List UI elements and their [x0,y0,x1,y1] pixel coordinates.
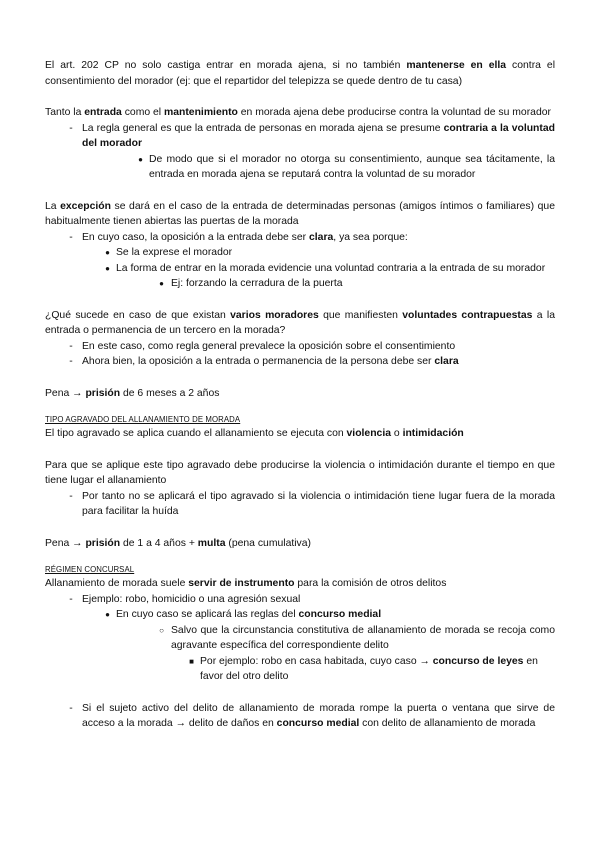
paragraph-tipo-agravado: El tipo agravado se aplica cuando el allanamiento se ejecuta con violencia o intimidación [45,428,464,439]
list-item-text: En cuyo caso se aplicará las reglas del concurso medial [116,609,382,620]
dash-marker: - [69,593,73,605]
section-heading-regimen-concursal: RÉGIMEN CONCURSAL [45,565,135,574]
dash-marker: - [69,356,73,367]
bullet-icon: ● [159,279,164,288]
list-item-text: Por ejemplo: robo en casa habitada, cuyo caso → concurso de leyes en favor del otro delito [200,655,538,682]
bullet-icon: ● [138,154,143,164]
dash-marker: - [69,490,73,502]
list-item [45,623,555,654]
pena-agravada: Pena → prisión de 1 a 4 años + multa (pena cumulativa) [45,537,311,549]
list-item [45,607,555,623]
paragraph-entrada-mantenimiento: Tanto la entrada como el mantenimiento en morada ajena debe producirse contra la voluntad de su morador [45,107,551,118]
list-item [45,276,555,292]
circle-bullet-icon: ○ [159,625,164,635]
square-bullet-icon: ■ [189,656,194,666]
dash-marker: - [69,340,73,352]
list-item [45,654,555,685]
bullet-icon: ● [105,610,110,619]
list-item [45,354,555,370]
dash-marker: - [69,702,73,714]
list-item-text: La forma de entrar en la morada evidencie una voluntad contraria a la entrada de su morador [116,262,546,274]
paragraph-violencia-durante: Para que se aplique este tipo agravado debe producirse la violencia o intimidación durante el tiempo en que tiene lugar el allanamiento [45,459,555,486]
section-heading-tipo-agravado: TIPO AGRAVADO DEL ALLANAMIENTO DE MORADA [45,415,241,424]
list-item-text: En cuyo caso, la oposición a la entrada debe ser clara, ya sea porque: [82,231,408,243]
list-item-text: Ahora bien, la oposición a la entrada o permanencia de la persona debe ser clara [82,356,459,367]
list-item [45,121,555,152]
list-item-text: Se la exprese el morador [116,247,233,258]
list-item [45,489,555,520]
paragraph-intro: El art. 202 CP no solo castiga entrar en morada ajena, si no también mantenerse en ella contra el consentimiento del morador (ej: que el repartidor del telepizza se quede dentro de tu casa) [45,60,555,87]
list-item [45,701,555,732]
list-item [45,245,555,261]
dash-marker: - [69,231,73,243]
paragraph-varios-moradores: ¿Qué sucede en caso de que existan varios moradores que manifiesten voluntades contrapuestas a la entrada o permanencia de un tercero en la morada? [45,309,555,336]
pena-basica: Pena → prisión de 6 meses a 2 años [45,387,220,399]
list-item [45,261,555,277]
list-item-text: Por tanto no se aplicará el tipo agravado si la violencia o intimidación tiene lugar fuera de la morada para facilitar la huída [82,490,555,517]
list-item [45,230,555,246]
list-item-text: Si el sujeto activo del delito de allanamiento de morada rompe la puerta o ventana que sirve de acceso a la morada → delito de daños en concurso medial con delito de allanamiento de morada [82,702,555,729]
list-item-text: Salvo que la circunstancia constitutiva de allanamiento de morada se recoja como agravante específica del correspondiente delito [171,624,555,651]
bullet-icon: ● [105,263,110,273]
list-item-text: La regla general es que la entrada de personas en morada ajena se presume contraria a la voluntad del morador [82,122,555,149]
dash-marker: - [69,122,73,134]
list-item-text: Ej: forzando la cerradura de la puerta [171,278,343,289]
list-item-text: De modo que si el morador no otorga su consentimiento, aunque sea tácitamente, la entrada en morada ajena se reputará contra la voluntad de su morador [149,153,555,180]
list-item [45,152,555,183]
list-item [45,339,555,355]
list-item [45,592,555,608]
list-item-text: Ejemplo: robo, homicidio o una agresión sexual [82,593,301,605]
document-page [45,58,555,732]
list-item-text: En este caso, como regla general prevalece la oposición sobre el consentimiento [82,340,456,352]
paragraph-regimen-concursal: Allanamiento de morada suele servir de instrumento para la comisión de otros delitos [45,578,447,589]
bullet-icon: ● [105,248,110,257]
paragraph-excepcion: La excepción se dará en el caso de la entrada de determinadas personas (amigos íntimos o familiares) que habitualmente tienen abiertas las puertas de la morada [45,200,555,227]
